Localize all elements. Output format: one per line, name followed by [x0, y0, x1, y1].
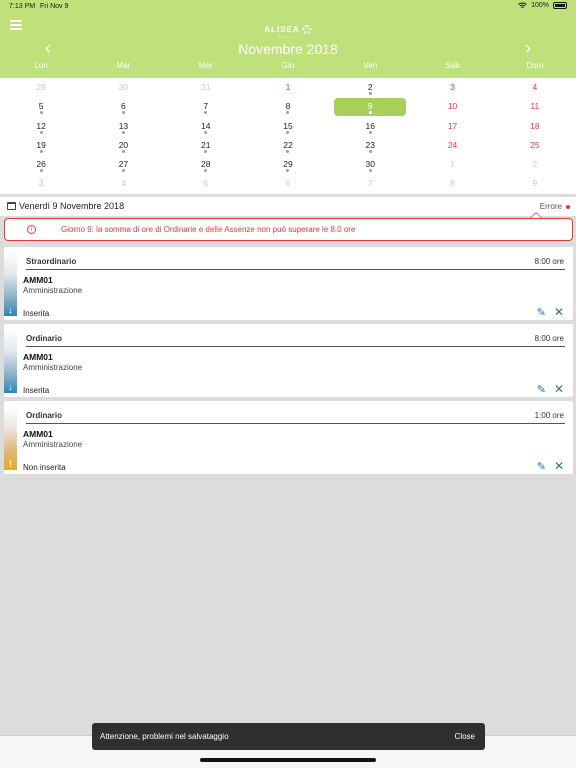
entry-dot-icon — [40, 111, 43, 114]
calendar-day[interactable] — [0, 136, 82, 155]
calendar-week-row — [0, 155, 576, 174]
entry-description: Amministrazione — [23, 286, 83, 295]
day-number: 22 — [283, 139, 293, 150]
day-number: 23 — [365, 139, 375, 150]
entry-dot-icon — [122, 150, 125, 153]
day-number: 5 — [38, 101, 44, 112]
entry-dot-icon — [369, 131, 372, 134]
calendar-day[interactable] — [329, 78, 411, 97]
logo-text: ALISEA — [264, 25, 300, 34]
selected-day-bar — [0, 197, 576, 217]
day-number: 8 — [450, 178, 455, 189]
weekday-label: Mer — [198, 61, 213, 70]
entry-divider — [26, 423, 565, 424]
entry-divider — [26, 269, 565, 270]
entry-code: AMM01 — [23, 352, 53, 362]
entry-dot-icon — [122, 169, 125, 172]
status-time: 7:13 PM — [9, 3, 36, 10]
day-number: 29 — [36, 82, 46, 92]
calendar-week-row — [0, 174, 576, 193]
entry-type: Straordinario — [26, 257, 77, 266]
entry-card[interactable] — [4, 324, 573, 397]
entry-dot-icon — [122, 131, 125, 134]
error-banner — [4, 218, 573, 241]
download-arrow-icon: ↓ — [8, 305, 13, 315]
entry-description: Amministrazione — [23, 440, 83, 449]
calendar-day[interactable] — [494, 174, 576, 193]
day-number: 12 — [36, 120, 46, 131]
calendar-day[interactable] — [165, 136, 247, 155]
day-number: 6 — [285, 178, 291, 189]
day-number: 19 — [36, 139, 46, 150]
day-number: 3 — [38, 178, 44, 189]
entry-divider — [26, 346, 565, 347]
wifi-icon — [518, 2, 527, 9]
day-number: 3 — [450, 82, 455, 92]
day-number: 28 — [200, 159, 211, 170]
weekday-row — [0, 61, 576, 75]
calendar-day[interactable] — [0, 97, 82, 116]
day-number: 27 — [118, 159, 129, 170]
entry-description: Amministrazione — [23, 363, 83, 372]
weekday-label: Ven — [363, 61, 378, 70]
entry-state: Non inserita — [23, 463, 66, 472]
entry-hours: 1:00 ore — [534, 411, 564, 420]
calendar-day[interactable] — [165, 97, 247, 116]
calendar-day[interactable] — [411, 155, 493, 174]
calendar-day[interactable] — [82, 174, 164, 193]
calendar-day[interactable] — [247, 136, 329, 155]
weekday-label: Lun — [34, 61, 48, 70]
calendar-day[interactable] — [494, 78, 576, 97]
next-month-button[interactable]: › — [525, 38, 531, 58]
calendar-day[interactable] — [329, 174, 411, 193]
entry-dot-icon — [40, 169, 43, 172]
battery-percent: 100% — [531, 2, 549, 9]
calendar-day[interactable] — [247, 78, 329, 97]
calendar-day[interactable] — [82, 136, 164, 155]
day-number: 5 — [203, 178, 209, 189]
calendar-day[interactable] — [82, 155, 164, 174]
calendar-day[interactable] — [0, 78, 82, 97]
day-number: 30 — [365, 159, 375, 170]
entry-dot-icon — [40, 131, 43, 134]
day-number: 9 — [532, 178, 538, 189]
calendar-day[interactable] — [0, 117, 82, 136]
warning-icon: ! — [9, 459, 12, 469]
prev-month-button[interactable]: ‹ — [45, 38, 51, 58]
day-status-label[interactable]: Errore — [539, 202, 562, 211]
day-number: 31 — [200, 82, 211, 92]
calendar-day[interactable] — [82, 78, 164, 97]
delete-x-icon[interactable]: ✕ — [553, 305, 564, 319]
calendar-day[interactable] — [411, 174, 493, 193]
app-header — [0, 14, 576, 38]
snackbar-close-button[interactable]: Close — [454, 732, 475, 741]
battery-icon — [553, 2, 567, 9]
entry-card[interactable] — [4, 247, 573, 320]
calendar-week-row — [0, 97, 576, 116]
calendar-day[interactable] — [82, 97, 164, 116]
calendar-day[interactable] — [494, 97, 576, 116]
entry-code: AMM01 — [23, 275, 53, 285]
entry-dot-icon — [204, 169, 207, 172]
calendar-day[interactable] — [165, 117, 247, 136]
weekday-label: Mar — [116, 61, 131, 70]
day-number: 17 — [447, 120, 458, 131]
error-message: Giorno 9: la somma di ore di Ordinarie e delle Assenze non può superare le 8.0 ore — [61, 225, 356, 234]
entry-card[interactable] — [4, 401, 573, 474]
entry-state: Inserita — [23, 386, 50, 395]
calendar-day[interactable] — [0, 155, 82, 174]
entry-dot-icon — [40, 150, 43, 153]
calendar-day[interactable] — [411, 78, 493, 97]
day-number: 2 — [532, 159, 538, 170]
download-arrow-icon: ↓ — [8, 382, 13, 392]
day-number: 4 — [532, 82, 538, 92]
entry-dot-icon — [286, 169, 289, 172]
calendar-day[interactable] — [247, 97, 329, 116]
entry-type: Ordinario — [26, 334, 63, 343]
logo-gear-icon — [303, 25, 312, 34]
day-number: 9 — [367, 101, 373, 112]
day-number: 1 — [450, 159, 455, 170]
day-number: 21 — [200, 139, 211, 150]
delete-x-icon[interactable]: ✕ — [553, 459, 564, 473]
calendar-grid — [0, 78, 576, 194]
calendar-day[interactable] — [411, 136, 493, 155]
entry-dot-icon — [204, 150, 207, 153]
entry-dot-icon — [369, 150, 372, 153]
day-number: 20 — [118, 139, 129, 150]
day-number: 2 — [367, 82, 373, 92]
entry-dot-icon — [286, 131, 289, 134]
calendar-day[interactable] — [494, 155, 576, 174]
day-number: 4 — [121, 178, 126, 189]
entry-dot-icon — [369, 92, 372, 95]
calendar-day[interactable] — [247, 117, 329, 136]
day-number: 18 — [530, 120, 540, 131]
calendar-week-row — [0, 78, 576, 97]
calendar-week-row — [0, 117, 576, 136]
day-number: 11 — [530, 101, 540, 112]
entry-type: Ordinario — [26, 411, 63, 420]
status-bar — [0, 0, 576, 14]
entry-dot-icon — [204, 111, 207, 114]
delete-x-icon[interactable]: ✕ — [553, 382, 564, 396]
status-date: Fri Nov 9 — [40, 3, 69, 10]
entry-dot-icon — [122, 111, 125, 114]
day-number: 13 — [118, 120, 129, 131]
calendar-day[interactable] — [411, 117, 493, 136]
snackbar-message: Attenzione, problemi nel salvataggio — [100, 732, 229, 741]
entry-dot-icon — [204, 131, 207, 134]
day-number: 14 — [200, 120, 211, 131]
day-number: 6 — [121, 101, 126, 112]
edit-pencil-icon[interactable]: ✎ — [536, 307, 546, 319]
weekday-label: Dom — [526, 61, 544, 70]
snackbar — [92, 723, 485, 750]
day-number: 25 — [530, 139, 540, 150]
month-title: Novembre 2018 — [238, 41, 338, 57]
calendar-day[interactable] — [165, 155, 247, 174]
day-number: 8 — [285, 101, 291, 112]
entry-code: AMM01 — [23, 429, 53, 439]
calendar-icon — [7, 202, 16, 210]
calendar-day[interactable] — [82, 117, 164, 136]
entry-hours: 8:00 ore — [534, 257, 564, 266]
weekday-label: Sab — [445, 61, 460, 70]
entry-dot-icon — [369, 169, 372, 172]
day-number: 16 — [365, 120, 375, 131]
edit-pencil-icon[interactable]: ✎ — [536, 461, 546, 473]
edit-pencil-icon[interactable]: ✎ — [536, 384, 546, 396]
day-number: 7 — [367, 178, 373, 189]
calendar-day[interactable] — [0, 174, 82, 193]
calendar-day[interactable] — [494, 136, 576, 155]
day-number: 29 — [283, 159, 293, 170]
calendar-day[interactable] — [165, 174, 247, 193]
home-indicator[interactable] — [200, 758, 376, 762]
entry-hours: 8:00 ore — [534, 334, 564, 343]
hamburger-icon[interactable] — [10, 20, 22, 30]
day-number: 1 — [285, 82, 291, 92]
entry-state: Inserita — [23, 309, 50, 318]
status-right — [518, 2, 567, 9]
calendar-day[interactable] — [247, 155, 329, 174]
app-logo — [264, 19, 311, 40]
day-number: 30 — [118, 82, 129, 92]
day-number: 15 — [283, 120, 293, 131]
calendar-day[interactable] — [329, 117, 411, 136]
day-number: 7 — [203, 101, 209, 112]
weekday-label: Gio — [281, 61, 295, 70]
calendar-header — [0, 38, 576, 78]
selected-day-title: Venerdì 9 Novembre 2018 — [19, 201, 125, 211]
info-icon: i — [27, 225, 36, 234]
calendar-day[interactable] — [494, 117, 576, 136]
day-number: 26 — [36, 159, 46, 170]
calendar-day[interactable] — [165, 78, 247, 97]
calendar-day[interactable] — [329, 136, 411, 155]
calendar-day[interactable] — [247, 174, 329, 193]
calendar-day-selected[interactable] — [329, 97, 411, 116]
calendar-day[interactable] — [411, 97, 493, 116]
day-number: 24 — [447, 139, 458, 150]
error-dot-icon — [566, 205, 570, 209]
entry-dot-icon — [286, 111, 289, 114]
calendar-day[interactable] — [329, 155, 411, 174]
entry-dot-icon — [286, 150, 289, 153]
calendar-week-row — [0, 136, 576, 155]
day-number: 10 — [447, 101, 458, 112]
